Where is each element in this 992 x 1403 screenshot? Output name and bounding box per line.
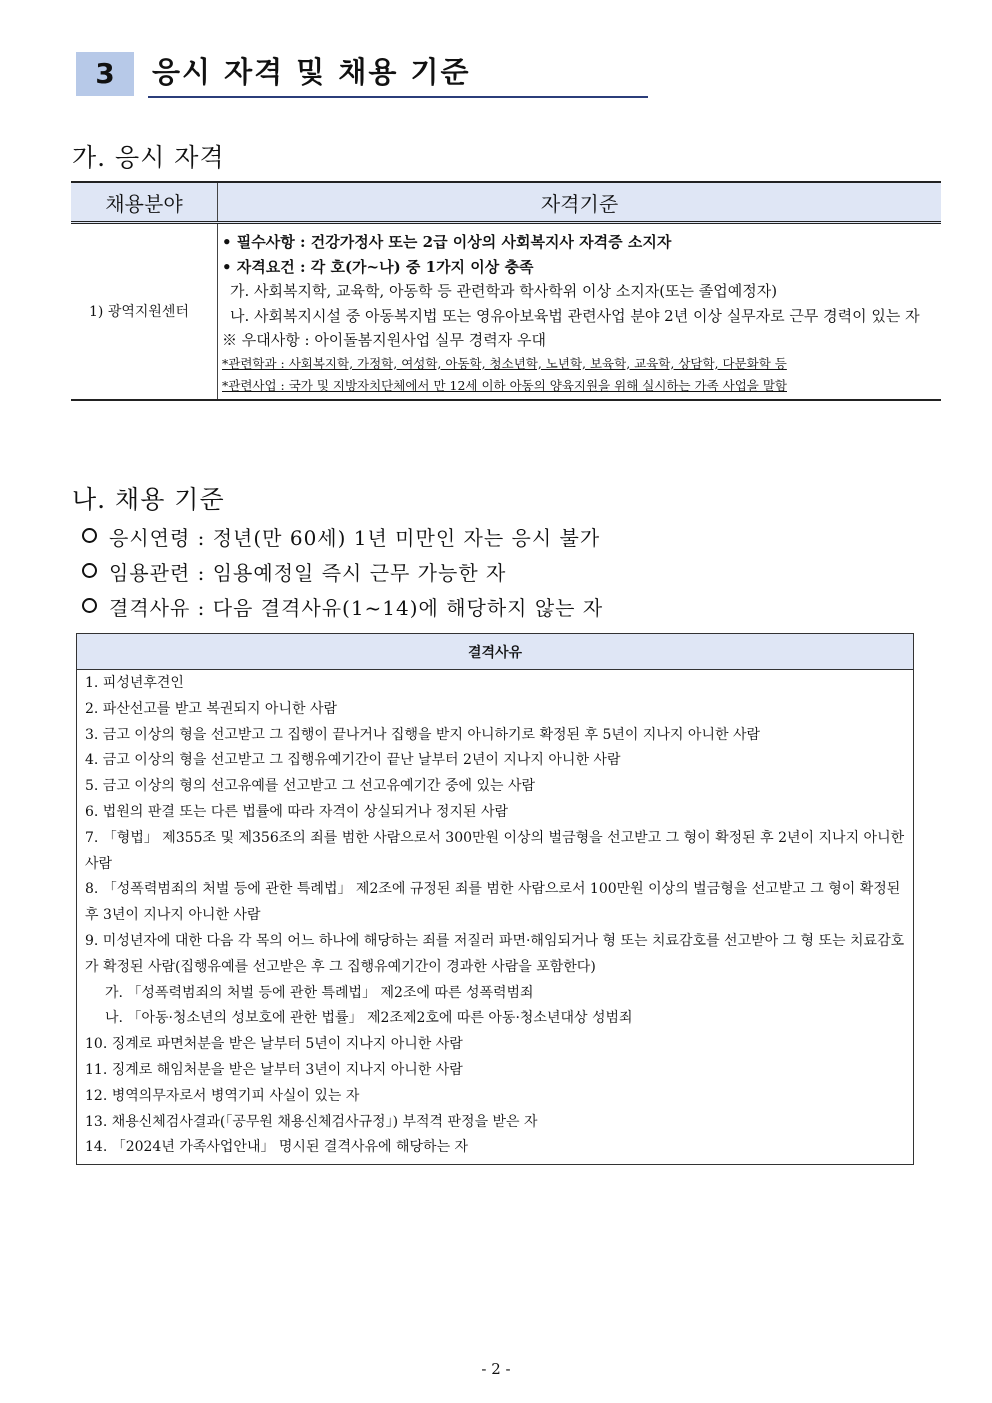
disqualification-header: 결격사유 xyxy=(77,634,914,670)
disqualification-list xyxy=(77,670,914,1165)
criteria-text: 응시연령 : 정년(만 60세) 1년 미만인 자는 응시 불가 xyxy=(109,526,601,550)
section-title: 응시 자격 및 채용 기준 xyxy=(152,55,471,89)
list-item: 11. 징계로 해임처분을 받은 날부터 3년이 지나지 아니한 사람 xyxy=(85,1061,463,1078)
list-item: 12. 병역의무자로서 병역기피 사실이 있는 자 xyxy=(85,1087,360,1104)
disqualification-table xyxy=(76,633,914,1165)
list-item: 5. 금고 이상의 형의 선고유예를 선고받고 그 선고유예기간 중에 있는 사람 xyxy=(85,778,536,795)
preference-line: ※ 우대사항 : 아이돌봄지원사업 실무 경력자 우대 xyxy=(222,331,546,349)
related-majors-note: *관련학과 : 사회복지학, 가정학, 여성학, 아동학, 청소년학, 노년학, 보육학, 교육학, 상담학, 다문화학 등 xyxy=(222,355,787,371)
circle-bullet-icon xyxy=(82,598,97,613)
qualification-table xyxy=(71,181,941,401)
requirement-line: • 자격요건 : 각 호(가~나) 중 1가지 이상 충족 xyxy=(222,257,534,276)
related-business-note: *관련사업 : 국가 및 지방자치단체에서 만 12세 이하 아동의 양육지원을 위해 실시하는 가족 사업을 말함 xyxy=(222,377,787,393)
circle-bullet-icon xyxy=(82,563,97,578)
criteria-text: 결격사유 : 다음 결격사유(1~14)에 해당하지 않는 자 xyxy=(109,596,604,620)
field-cell: 1) 광역지원센터 xyxy=(71,223,218,400)
criteria-text: 임용관련 : 임용예정일 즉시 근무 가능한 자 xyxy=(109,561,507,585)
column-header-field: 채용분야 xyxy=(71,182,218,223)
criteria-item xyxy=(82,592,603,621)
requirement-item-ga: 가. 사회복지학, 교육학, 아동학 등 관련학과 학사학위 이상 소지자(또는 졸업예정자) xyxy=(230,282,778,300)
criteria-cell xyxy=(218,223,942,400)
subsection-title-criteria: 나. 채용 기준 xyxy=(72,485,225,514)
list-item: 6. 법원의 판결 또는 다른 법률에 따라 자격이 상실되거나 정지된 사람 xyxy=(85,803,509,820)
section-number: 3 xyxy=(76,52,134,96)
page-number: - 2 - xyxy=(481,1360,511,1378)
list-item: 8. 「성폭력범죄의 처벌 등에 관한 특례법」 제2조에 규정된 죄를 범한 사람으로서 100만원 이상의 벌금형을 선고받고 그 형이 확정된 후 3년이 지나지 아니한 사람 xyxy=(85,881,901,924)
circle-bullet-icon xyxy=(82,528,97,543)
column-header-criteria: 자격기준 xyxy=(218,182,942,223)
list-item: 2. 파산선고를 받고 복권되지 아니한 사람 xyxy=(85,700,337,717)
list-item: 14. 「2024년 가족사업안내」 명시된 결격사유에 해당하는 자 xyxy=(85,1139,469,1156)
required-line: • 필수사항 : 건강가정사 또는 2급 이상의 사회복지사 자격증 소지자 xyxy=(222,233,672,251)
criteria-item xyxy=(82,557,506,586)
requirement-item-na: 나. 사회복지시설 중 아동복지법 또는 영유아보육법 관련사업 분야 2년 이상 실무자로 근무 경력이 있는 자 xyxy=(230,306,920,325)
title-underline xyxy=(148,96,648,98)
list-item: 1. 피성년후견인 xyxy=(85,675,184,691)
subsection-title-qualification: 가. 응시 자격 xyxy=(72,143,225,172)
list-item: 13. 채용신체검사결과(「공무원 채용신체검사규정」) 부적격 판정을 받은 자 xyxy=(85,1113,538,1130)
list-item: 9. 미성년자에 대한 다음 각 목의 어느 하나에 해당하는 죄를 저질러 파면·해임되거나 형 또는 치료감호를 선고받아 그 형 또는 치료감호가 확정된 사람(집행유예를 선고받은 후 그 집행유예기간이 경과한 사람을 포함한다) xyxy=(85,932,905,975)
list-item: 3. 금고 이상의 형을 선고받고 그 집행이 끝나거나 집행을 받지 아니하기로 확정된 후 5년이 지나지 아니한 사람 xyxy=(85,726,760,743)
list-item: 10. 징계로 파면처분을 받은 날부터 5년이 지나지 아니한 사람 xyxy=(85,1036,463,1053)
criteria-item xyxy=(82,522,600,551)
list-item: 4. 금고 이상의 형을 선고받고 그 집행유예기간이 끝난 날부터 2년이 지나지 아니한 사람 xyxy=(85,752,621,769)
list-item: 7. 「형법」 제355조 및 제356조의 죄를 범한 사람으로서 300만원 이상의 벌금형을 선고받고 그 형이 확정된 후 2년이 지나지 아니한 사람 xyxy=(85,829,905,872)
list-subitem: 나. 「아동·청소년의 성보호에 관한 법률」 제2조제2호에 따른 아동·청소년대상 성범죄 xyxy=(105,1010,633,1027)
list-subitem: 가. 「성폭력범죄의 처벌 등에 관한 특례법」 제2조에 따른 성폭력범죄 xyxy=(105,984,534,1001)
